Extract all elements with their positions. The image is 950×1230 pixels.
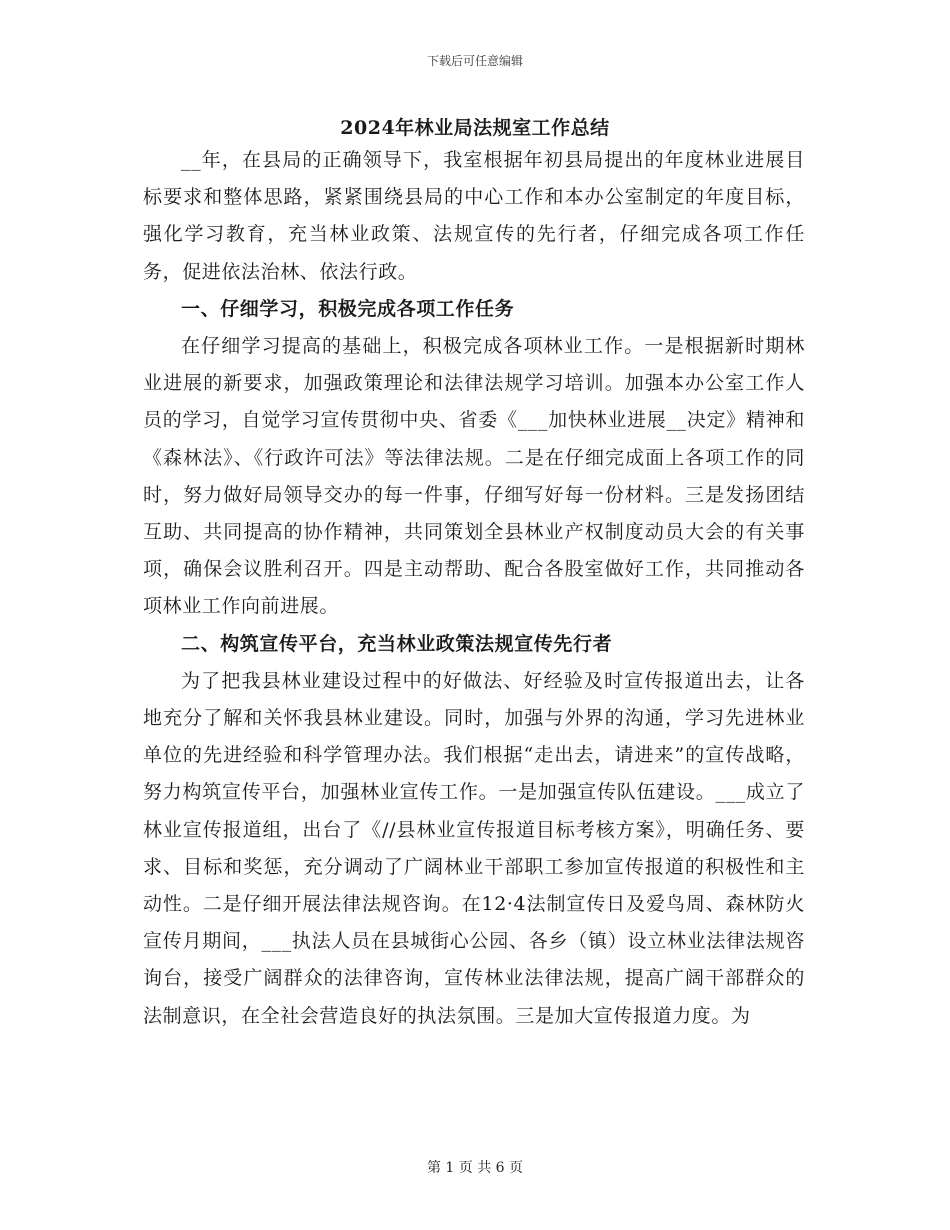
section-2-heading: 二、构筑宣传平台，充当林业政策法规宣传先行者 xyxy=(181,632,613,655)
page-number: 第 1 页 共 6 页 xyxy=(426,1160,524,1176)
section-1-paragraph: 在仔细学习提高的基础上，积极完成各项林业工作。一是根据新时期林业进展的新要求，加强政策理论和法律法规学习培训。加强本办公室工作人员的学习，自觉学习宣传贯彻中央、省委《___加快林业进展__决定》精神和《森林法》、《行政许可法》等法律法规。二是在仔细完成面上各项工作的同时，努力做好局领导交办的每一件事，仔细写好每一份材料。三是发扬团结互助、共同提高的协作精神，共同策划全县林业产权制度动员大会的有关事项，确保会议胜利召开。四是主动帮助、配合各股室做好工作，共同推动各项林业工作向前进展。 xyxy=(143,335,805,618)
section-1-heading: 一、仔细学习，积极完成各项工作任务 xyxy=(181,297,515,320)
document-body xyxy=(143,142,805,1035)
download-note: 下载后可任意编辑 xyxy=(426,54,523,68)
intro-paragraph: __年，在县局的正确领导下，我室根据年初县局提出的年度林业进展目标要求和整体思路，紧紧围绕县局的中心工作和本办公室制定的年度目标，强化学习教育，充当林业政策、法规宣传的先行者，仔细完成各项工作任务，促进依法治林、依法行政。 xyxy=(143,149,805,283)
section-2-paragraph: 为了把我县林业建设过程中的好做法、好经验及时宣传报道出去，让各地充分了解和关怀我县林业建设。同时，加强与外界的沟通，学习先进林业单位的先进经验和科学管理办法。我们根据“走出去，请进来”的宣传战略，努力构筑宣传平台，加强林业宣传工作。一是加强宣传队伍建设。___成立了林业宣传报道组，出台了《//县林业宣传报道目标考核方案》，明确任务、要求、目标和奖惩，充分调动了广阔林业干部职工参加宣传报道的积极性和主动性。二是仔细开展法律法规咨询。在12·4法制宣传日及爱鸟周、森林防火宣传月期间，___执法人员在县城街心公园、各乡（镇）设立林业法律法规咨询台，接受广阔群众的法律咨询，宣传林业法律法规，提高广阔干部群众的法制意识，在全社会营造良好的执法氛围。三是加大宣传报道力度。为 xyxy=(143,669,805,1027)
document-title: 2024年林业局法规室工作总结 xyxy=(340,117,610,139)
